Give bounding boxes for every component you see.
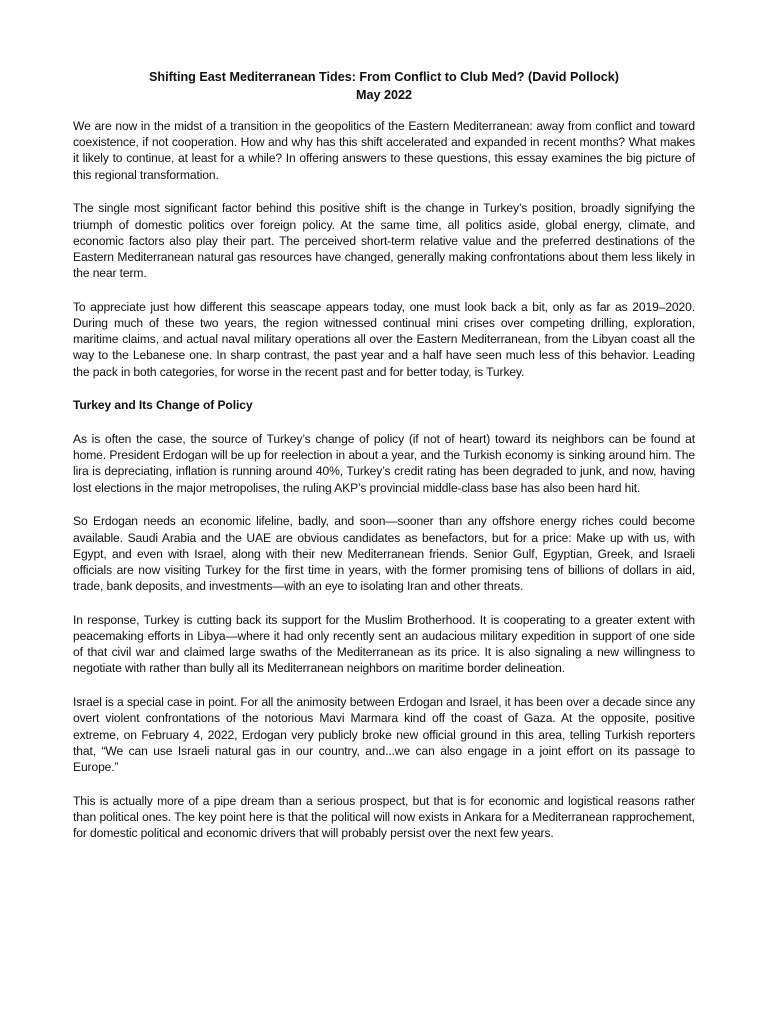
- paragraph: The single most significant factor behind this positive shift is the change in Turkey’s position, broadly signifying the triumph of domestic politics over foreign policy. At the same time, all politics aside, global energy, climate, and economic factors also play their part. The perceived short-term relative value and the preferred destinations of the Eastern Mediterranean natural gas resources have changed, generally making confrontations about them less likely in the near term.: [73, 201, 695, 281]
- section-heading: Turkey and Its Change of Policy: [73, 398, 253, 413]
- paragraph: To appreciate just how different this seascape appears today, one must look back a bit, only as far as 2019–2020. During much of these two years, the region witnessed continual mini crises over competing drilling, exploration, maritime claims, and actual naval military operations all over the Eastern Mediterranean, from the Libyan coast all the way to the Lebanese one. In sharp contrast, the past year and a half have seen much less of this behavior. Leading the pack in both categories, for worse in the recent past and for better today, is Turkey.: [73, 299, 695, 379]
- paragraph: In response, Turkey is cutting back its support for the Muslim Brotherhood. It is cooperating to a greater extent with peacemaking efforts in Libya—where it had only recently sent an audacious military expedition in support of one side of that civil war and claimed large swaths of the Mediterranean as its price. It is also signaling a new willingness to negotiate with rather than bully all its Mediterranean neighbors on maritime border delineation.: [73, 612, 695, 676]
- paragraph: We are now in the midst of a transition in the geopolitics of the Eastern Mediterranean: away from conflict and toward coexistence, if not cooperation. How and why has this shift accelerated and expanded in recent months? What makes it likely to continue, at least for a while? In offering answers to these questions, this essay examines the big picture of this regional transformation.: [73, 119, 695, 182]
- paragraph: This is actually more of a pipe dream than a serious prospect, but that is for economic and logistical reasons rather than political ones. The key point here is that the political will now exists in Ankara for a Mediterranean rapprochement, for domestic political and economic drivers that will probably persist over the next few years.: [73, 793, 695, 841]
- document-header: [73, 68, 695, 104]
- paragraph: As is often the case, the source of Turkey’s change of policy (if not of heart) toward its neighbors can be found at home. President Erdogan will be up for reelection in about a year, and the Turkish economy is sinking around him. The lira is depreciating, inflation is running around 40%, Turkey’s credit rating has been degraded to junk, and now, having lost elections in the major metropolises, the ruling AKP’s provincial middle-class base has also been hard hit.: [73, 432, 695, 495]
- document-date: May 2022: [355, 88, 412, 102]
- paragraph: Israel is a special case in point. For all the animosity between Erdogan and Israel, it has been over a decade since any overt violent confrontations of the notorious Mavi Marmara kind off the coast of Gaza. At the opposite, positive extreme, on February 4, 2022, Erdogan very publicly broke new official ground in this area, telling Turkish reporters that, “We can use Israeli natural gas in our country, and...we can also engage in a joint effort on its passage to Europe.”: [73, 695, 695, 774]
- paragraph: So Erdogan needs an economic lifeline, badly, and soon—sooner than any offshore energy riches could become available. Saudi Arabia and the UAE are obvious candidates as benefactors, but for a price: Make up with us, with Egypt, and even with Israel, along with their new Mediterranean friends. Senior Gulf, Egyptian, Greek, and Israeli officials are now visiting Turkey for the first time in years, with the former promising tens of billions of dollars in aid, trade, bank deposits, and investments—with an eye to isolating Iran and other threats.: [73, 514, 695, 594]
- document-body: [73, 118, 695, 841]
- document-title: Shifting East Mediterranean Tides: From Conflict to Club Med? (David Pollock): [149, 70, 619, 84]
